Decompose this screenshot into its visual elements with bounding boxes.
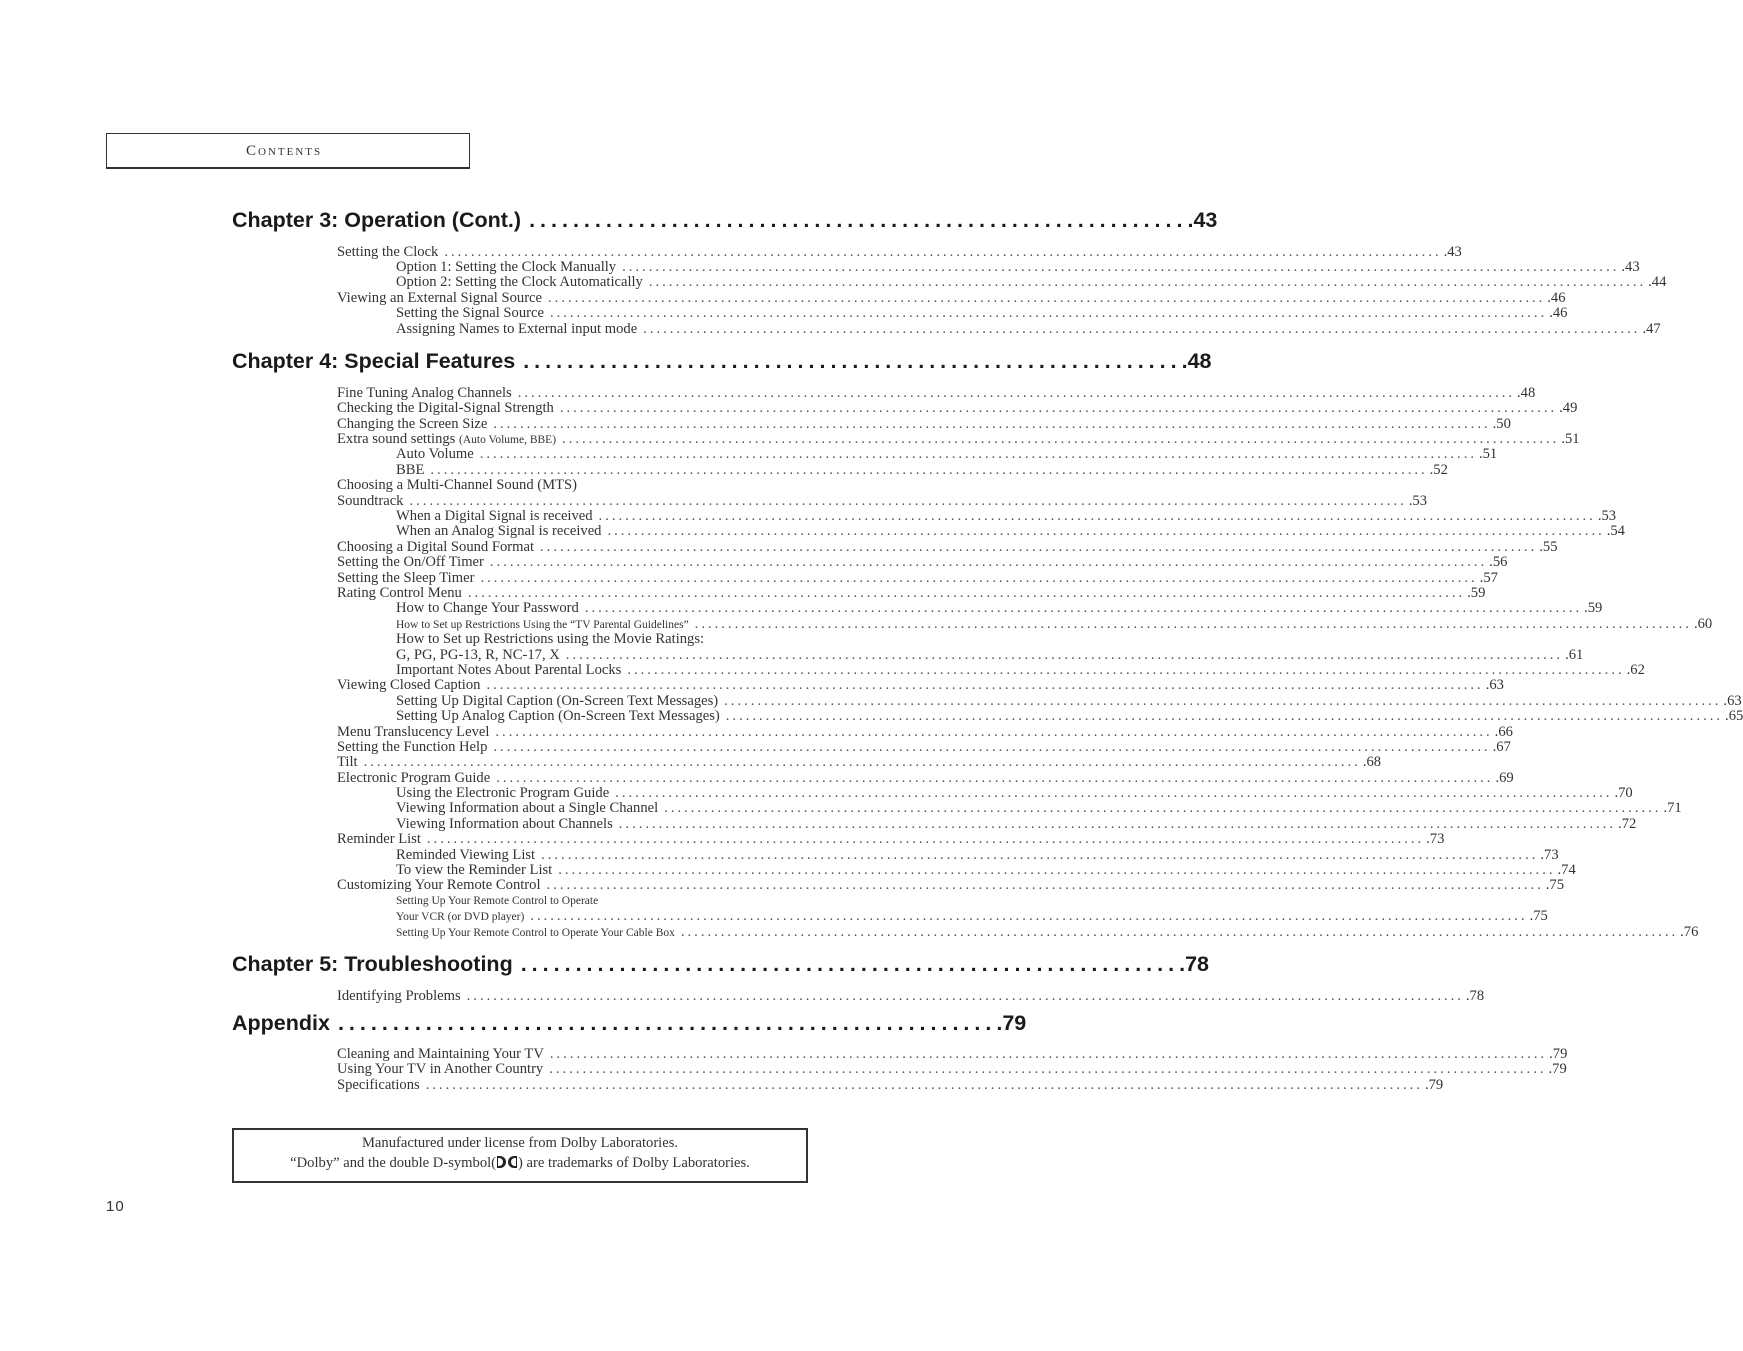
toc-entry[interactable] (337, 416, 1511, 432)
toc-entry-title: Setting the Sleep Timer (337, 570, 475, 586)
toc-entry[interactable] (337, 585, 1486, 601)
toc-entry-title: Reminder List (337, 831, 421, 847)
dot-leader: ...................................................................................................................................................... (724, 693, 1722, 709)
toc-entry[interactable] (337, 770, 1514, 786)
toc-entry[interactable] (337, 677, 1504, 693)
dot-leader: ...................................................................................................................................................... (664, 800, 1662, 816)
chapter-title: Appendix (232, 1011, 330, 1035)
toc-entry-page: .79 (1548, 1061, 1567, 1077)
toc-entry-page: .63 (1485, 677, 1504, 693)
toc-entry-title: Setting the On/Off Timer (337, 554, 484, 570)
toc-entry[interactable] (337, 1077, 1444, 1093)
dot-leader: ...................................................................................................................................................... (480, 570, 1478, 586)
toc-entry-title: How to Change Your Password (396, 600, 579, 616)
toc-entry-title: Rating Control Menu (337, 585, 462, 601)
toc-entry-title: Extra sound settings (337, 431, 456, 447)
toc-entry-page: .57 (1479, 570, 1498, 586)
dot-leader: ...................................................................................................................................................... (466, 988, 1464, 1004)
dolby-notice-line-1: Manufactured under license from Dolby Laboratories. (361, 1135, 679, 1151)
toc-entry-title: Important Notes About Parental Locks (396, 662, 622, 678)
toc-entry[interactable] (337, 831, 1445, 847)
toc-entry-page: .50 (1492, 416, 1511, 432)
toc-entry[interactable] (337, 244, 1462, 260)
dot-leader: ...................................................................................................................................................... (549, 1046, 1548, 1062)
toc-entry-title: How to Set up Restrictions Using the “TV Parental Guidelines” (396, 619, 689, 631)
toc-entry-page: .54 (1606, 523, 1625, 539)
toc-entry-page: .55 (1539, 539, 1558, 555)
toc-entry-title: Viewing Closed Caption (337, 677, 481, 693)
toc-entry-title: Electronic Program Guide (337, 770, 491, 786)
dot-leader: ...................................................................................................................................................... (541, 847, 1539, 863)
toc-entry-title: Setting Up Analog Caption (On-Screen Text Messages) (396, 708, 720, 724)
toc-entry[interactable] (396, 893, 804, 909)
toc-entry-page: .76 (1680, 924, 1699, 940)
toc-entry[interactable] (337, 1061, 1567, 1077)
toc-entry[interactable] (396, 708, 1743, 724)
toc-entry-title: Using the Electronic Program Guide (396, 785, 610, 801)
toc-entry-page: .43 (1621, 259, 1640, 275)
toc-entry-title: Changing the Screen Size (337, 416, 488, 432)
toc-entry-page: .67 (1492, 739, 1511, 755)
dot-leader: ...................................................................................................................................................... (540, 539, 1538, 555)
dot-leader: ...................................................................................................................................................... (584, 600, 1583, 616)
toc-entry-page: .79 (1424, 1077, 1444, 1093)
dot-leader: ............................................................ (523, 349, 1182, 373)
toc-entry-title: Viewing Information about Channels (396, 816, 613, 832)
toc-entry-page: .56 (1489, 554, 1508, 570)
toc-entry-title: G, PG, PG-13, R, NC-17, X (396, 647, 560, 663)
dot-leader: ...................................................................................................................................................... (558, 862, 1556, 878)
dot-leader: ...................................................................................................................................................... (467, 585, 1466, 601)
toc-entry-page: .51 (1561, 431, 1580, 447)
toc-entry-page: .73 (1540, 847, 1559, 863)
toc-entry-page: .74 (1557, 862, 1576, 878)
toc-entry[interactable] (396, 259, 1640, 275)
dot-leader: ...................................................................................................................................................... (493, 416, 1491, 432)
toc-entry-title: Viewing an External Signal Source (337, 290, 543, 306)
toc-entry[interactable] (396, 321, 1661, 337)
dot-leader: ...................................................................................................................................................... (530, 908, 1528, 924)
toc-entry[interactable] (396, 816, 1637, 832)
toc-entry-page: .69 (1495, 770, 1514, 786)
dot-leader: ...................................................................................................................................................... (627, 662, 1625, 678)
toc-entry-title: Setting Up Digital Caption (On-Screen Text Messages) (396, 693, 719, 709)
dot-leader: ............................................................ (337, 1011, 997, 1035)
toc-entry-page: .65 (1725, 708, 1743, 724)
toc-entry[interactable] (396, 800, 1682, 816)
toc-entry-page: .49 (1559, 400, 1578, 416)
toc-entry-title: Fine Tuning Analog Channels (337, 385, 512, 401)
toc-entry-title: Auto Volume (396, 446, 474, 462)
toc-entry-page: .75 (1545, 877, 1565, 893)
contents-header-title: Contents (246, 143, 323, 159)
toc-entry-page: .52 (1429, 462, 1448, 478)
toc-entry[interactable] (337, 493, 1427, 509)
toc-entry[interactable] (396, 274, 1667, 290)
toc-entry-page: .51 (1478, 446, 1498, 462)
toc-entry-page: .53 (1408, 493, 1427, 509)
chapter-page: .43 (1187, 208, 1218, 232)
toc-entry[interactable] (396, 693, 1742, 709)
chapter-title: Chapter 5: Troubleshooting (232, 952, 513, 976)
toc-entry-page: .43 (1443, 244, 1462, 260)
toc-entry-page: .59 (1467, 585, 1486, 601)
toc-entry[interactable] (337, 570, 1498, 586)
dolby-notice-line-2 (234, 1155, 806, 1172)
dot-leader: ...................................................................................................................................................... (643, 321, 1641, 337)
toc-entry-title: When a Digital Signal is received (396, 508, 593, 524)
toc-entry[interactable] (396, 908, 1548, 924)
toc-entry-page: .47 (1642, 321, 1661, 337)
dot-leader: ...................................................................................................................................................... (489, 554, 1488, 570)
dot-leader: ...................................................................................................................................................... (409, 493, 1407, 509)
toc-entry-title: Option 2: Setting the Clock Automatically (396, 274, 643, 290)
toc-entry[interactable] (396, 924, 1699, 940)
toc-entry[interactable] (337, 877, 1565, 893)
toc-entry-title: Setting Up Your Remote Control to Operate Your Cable Box (396, 927, 675, 939)
dot-leader: ...................................................................................................................................................... (548, 290, 1546, 306)
toc-entry[interactable] (396, 523, 1625, 539)
chapter-page: .78 (1179, 952, 1209, 976)
toc-entry[interactable] (337, 739, 1511, 755)
dot-leader: ...................................................................................................................................................... (598, 508, 1596, 524)
dot-leader: ...................................................................................................................................................... (444, 244, 1442, 260)
toc-entry-page: .68 (1362, 754, 1382, 770)
toc-entry-title: Assigning Names to External input mode (396, 321, 638, 337)
toc-entry-title: When an Analog Signal is received (396, 523, 602, 539)
dot-leader: ...................................................................................................................................................... (517, 385, 1516, 401)
toc-entry-title: Soundtrack (337, 493, 404, 509)
toc-entry-title: To view the Reminder List (396, 862, 553, 878)
toc-entry-title: Choosing a Digital Sound Format (337, 539, 535, 555)
toc-entry[interactable] (396, 616, 1713, 632)
page-number: 10 (106, 1198, 125, 1215)
toc-entry-page: .79 (1549, 1046, 1568, 1062)
toc-entry-title: Option 1: Setting the Clock Manually (396, 259, 617, 275)
toc-entry-page: .48 (1517, 385, 1536, 401)
chapter-heading (232, 349, 1212, 379)
toc-entry[interactable] (396, 785, 1633, 801)
chapter-title: Chapter 3: Operation (Cont.) (232, 208, 522, 232)
toc-entry[interactable] (337, 1046, 1568, 1062)
dot-leader: ...................................................................................................................................................... (549, 305, 1548, 321)
dot-leader: ...................................................................................................................................................... (607, 523, 1605, 539)
toc-entry-page: .61 (1565, 647, 1584, 663)
dot-leader: ...................................................................................................................................................... (496, 770, 1494, 786)
dolby-double-d-icon (497, 1156, 517, 1168)
toc-entry-page: .53 (1597, 508, 1617, 524)
dolby-notice-box (232, 1128, 808, 1183)
dot-leader: ...................................................................................................................................................... (479, 446, 1477, 462)
toc-entry-page: .63 (1723, 693, 1742, 709)
chapter-heading (232, 208, 1218, 238)
toc-entry[interactable] (396, 600, 1603, 616)
toc-entry[interactable] (337, 724, 1513, 740)
toc-entry-title: Menu Translucency Level (337, 724, 490, 740)
dot-leader: ...................................................................................................................................................... (549, 1061, 1547, 1077)
toc-entry[interactable] (337, 539, 1558, 555)
dot-leader: ...................................................................................................................................................... (680, 924, 1679, 940)
toc-entry-page: .71 (1663, 800, 1682, 816)
toc-entry[interactable] (396, 508, 1617, 524)
toc-entry-title: Choosing a Multi-Channel Sound (MTS) (337, 477, 577, 493)
dot-leader: ...................................................................................................................................................... (486, 677, 1484, 693)
toc-entry[interactable] (337, 400, 1578, 416)
dot-leader: ...................................................................................................................................................... (615, 785, 1613, 801)
toc-entry[interactable] (337, 477, 804, 493)
dot-leader: ...................................................................................................................................................... (694, 616, 1692, 632)
toc-entry[interactable] (396, 446, 1498, 462)
toc-entry-title: Setting the Clock (337, 244, 439, 260)
dot-leader: ...................................................................................................................................................... (559, 400, 1558, 416)
toc-entry-title: Setting Up Your Remote Control to Operate (396, 895, 599, 907)
toc-entry[interactable] (337, 290, 1566, 306)
chapter-page: .79 (996, 1011, 1027, 1035)
toc-entry-page: .78 (1465, 988, 1485, 1004)
dot-leader: ...................................................................................................................................................... (493, 739, 1491, 755)
dot-leader: ...................................................................................................................................................... (363, 754, 1361, 770)
dot-leader: ...................................................................................................................................................... (426, 831, 1425, 847)
toc-entry-title: Using Your TV in Another Country (337, 1061, 544, 1077)
toc-entry-title: Checking the Digital-Signal Strength (337, 400, 554, 416)
chapter-title: Chapter 4: Special Features (232, 349, 516, 373)
dot-leader: ...................................................................................................................................................... (495, 724, 1493, 740)
dot-leader: ...................................................................................................................................................... (622, 259, 1620, 275)
toc-entry-title: Setting the Function Help (337, 739, 488, 755)
toc-entry-title: Viewing Information about a Single Channel (396, 800, 659, 816)
toc-entry-page: .70 (1614, 785, 1633, 801)
toc-entry[interactable] (337, 385, 1536, 401)
toc-entry[interactable] (396, 631, 804, 647)
toc-entry-title: Identifying Problems (337, 988, 461, 1004)
toc-entry-title: BBE (396, 462, 425, 478)
dot-leader: ...................................................................................................................................................... (618, 816, 1617, 832)
chapter-heading (232, 952, 1209, 982)
toc-entry-page: .44 (1648, 274, 1667, 290)
toc-entry[interactable] (396, 462, 1448, 478)
toc-entry-title: Setting the Signal Source (396, 305, 544, 321)
chapter-page: .48 (1181, 349, 1212, 373)
dot-leader: ...................................................................................................................................................... (648, 274, 1647, 290)
toc-entry[interactable] (396, 847, 1559, 863)
dolby-notice-text-before: “Dolby” and the double D-symbol( (290, 1155, 497, 1171)
toc-entry[interactable] (396, 647, 1584, 663)
toc-entry-page: .60 (1693, 616, 1713, 632)
toc-entry-page: .46 (1549, 305, 1568, 321)
toc-entry-title: Reminded Viewing List (396, 847, 536, 863)
dolby-notice-text-after: ) are trademarks of Dolby Laboratories. (518, 1155, 750, 1171)
toc-entry[interactable] (337, 754, 1382, 770)
toc-entry-page: .66 (1494, 724, 1513, 740)
toc-entry-page: .59 (1584, 600, 1603, 616)
dot-leader: ............................................................ (520, 952, 1180, 976)
toc-entry-title: Specifications (337, 1077, 420, 1093)
toc-entry-page: .73 (1426, 831, 1445, 847)
contents-header-box (106, 133, 470, 169)
dot-leader: ...................................................................................................................................................... (562, 431, 1560, 447)
toc-entry-page: .46 (1547, 290, 1566, 306)
toc-entry[interactable] (337, 554, 1508, 570)
toc-entry-page: .62 (1626, 662, 1645, 678)
toc-entry[interactable] (396, 862, 1576, 878)
toc-entry-title: Your VCR (or DVD player) (396, 911, 525, 923)
chapter-heading (232, 1011, 1027, 1041)
toc-entry[interactable] (396, 305, 1568, 321)
toc-entry-title: Tilt (337, 754, 358, 770)
toc-entry-title: How to Set up Restrictions using the Movie Ratings: (396, 631, 705, 647)
toc-entry-page: .72 (1618, 816, 1637, 832)
dot-leader: ...................................................................................................................................................... (725, 708, 1724, 724)
dot-leader: ...................................................................................................................................................... (430, 462, 1428, 478)
dot-leader: ...................................................................................................................................................... (425, 1077, 1423, 1093)
toc-entry-title: Cleaning and Maintaining Your TV (337, 1046, 544, 1062)
toc-entry[interactable] (337, 431, 1580, 447)
toc-entry[interactable] (337, 988, 1485, 1004)
toc-entry-note: (Auto Volume, BBE) (459, 434, 557, 446)
dot-leader: ............................................................ (529, 208, 1188, 232)
dot-leader: ...................................................................................................................................................... (546, 877, 1544, 893)
toc-entry-page: .75 (1529, 908, 1548, 924)
toc-entry[interactable] (396, 662, 1645, 678)
toc-entry-title: Customizing Your Remote Control (337, 877, 541, 893)
dot-leader: ...................................................................................................................................................... (565, 647, 1564, 663)
